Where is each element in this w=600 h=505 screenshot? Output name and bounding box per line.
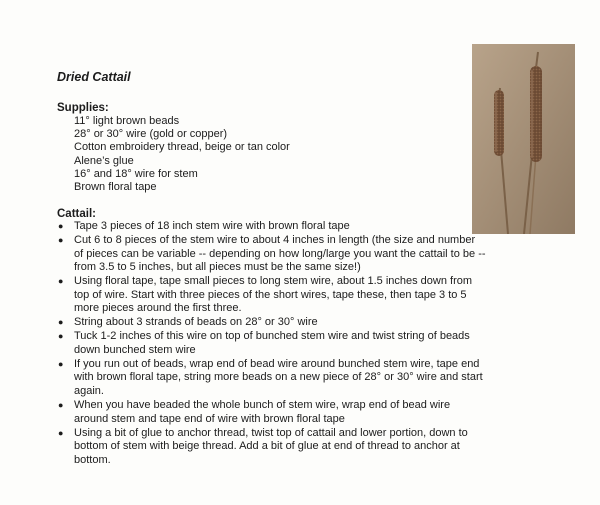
cattail-heading: Cattail: [57,208,96,220]
bullet-icon: ● [58,427,64,438]
step-text: Tape 3 pieces of 18 inch stem wire with brown floral tape [74,220,350,232]
step-item [57,220,487,234]
photo-background [472,44,575,234]
step-text: String about 3 strands of beads on 28° or 30° wire [74,316,318,329]
supply-item: Alene’s glue [74,154,134,167]
bullet-icon: ● [58,317,64,328]
bullet-icon: ● [58,276,64,287]
step-text: Using floral tape, tape small pieces to long stem wire, about 1.5 inches down from top of wire. Start with three pieces of the short wires, tape these, then tape 3 to 5 more pieces around the first three. [74,275,473,315]
cattail-steps-list [57,220,487,468]
cattail-illustration [472,44,575,234]
bullet-icon: ● [58,400,64,411]
step-text: Cut 6 to 8 pieces of the stem wire to about 4 inches in length (the size and number of pieces can be variable -- depending on how long/large you want the cattail to be -- from 3.5 to 5 inches, but all pieces must be the same size!) [74,233,486,274]
step-item [57,358,487,399]
step-text: If you run out of beads, wrap end of bead wire around bunched stem wire, tape end with brown floral tape, string more beads on a new piece of 28° or 30° wire and start again. [74,357,483,398]
supplies-heading: Supplies: [57,102,109,114]
supply-item: Cotton embroidery thread, beige or tan color [74,141,290,154]
step-text: Tuck 1-2 inches of this wire on top of bunched stem wire and twist string of beads down bunched stem wire [74,330,470,356]
dried-cattail-photo [472,44,575,234]
bullet-icon: ● [58,221,64,231]
step-item [57,330,487,357]
supply-item: 16° and 18° wire for stem [74,167,198,180]
step-text: Using a bit of glue to anchor thread, twist top of cattail and lower portion, down to bottom of stem with beige thread. Add a bit of glue at end of thread to anchor at bottom. [74,426,468,466]
step-item [57,427,487,468]
step-item [57,275,487,316]
step-text: When you have beaded the whole bunch of stem wire, wrap end of bead wire around stem and tape end of wire with brown floral tape [74,399,451,425]
step-item [57,234,487,275]
supply-item: 11° light brown beads [74,115,180,127]
page-title: Dried Cattail [57,70,131,84]
supply-item: 28° or 30° wire (gold or copper) [74,128,228,141]
supply-item: Brown floral tape [74,181,157,194]
bullet-icon: ● [58,331,64,342]
bullet-icon: ● [58,358,64,369]
bullet-icon: ● [58,234,64,245]
supplies-list [74,115,290,194]
step-item [57,399,487,426]
step-item [57,316,487,330]
